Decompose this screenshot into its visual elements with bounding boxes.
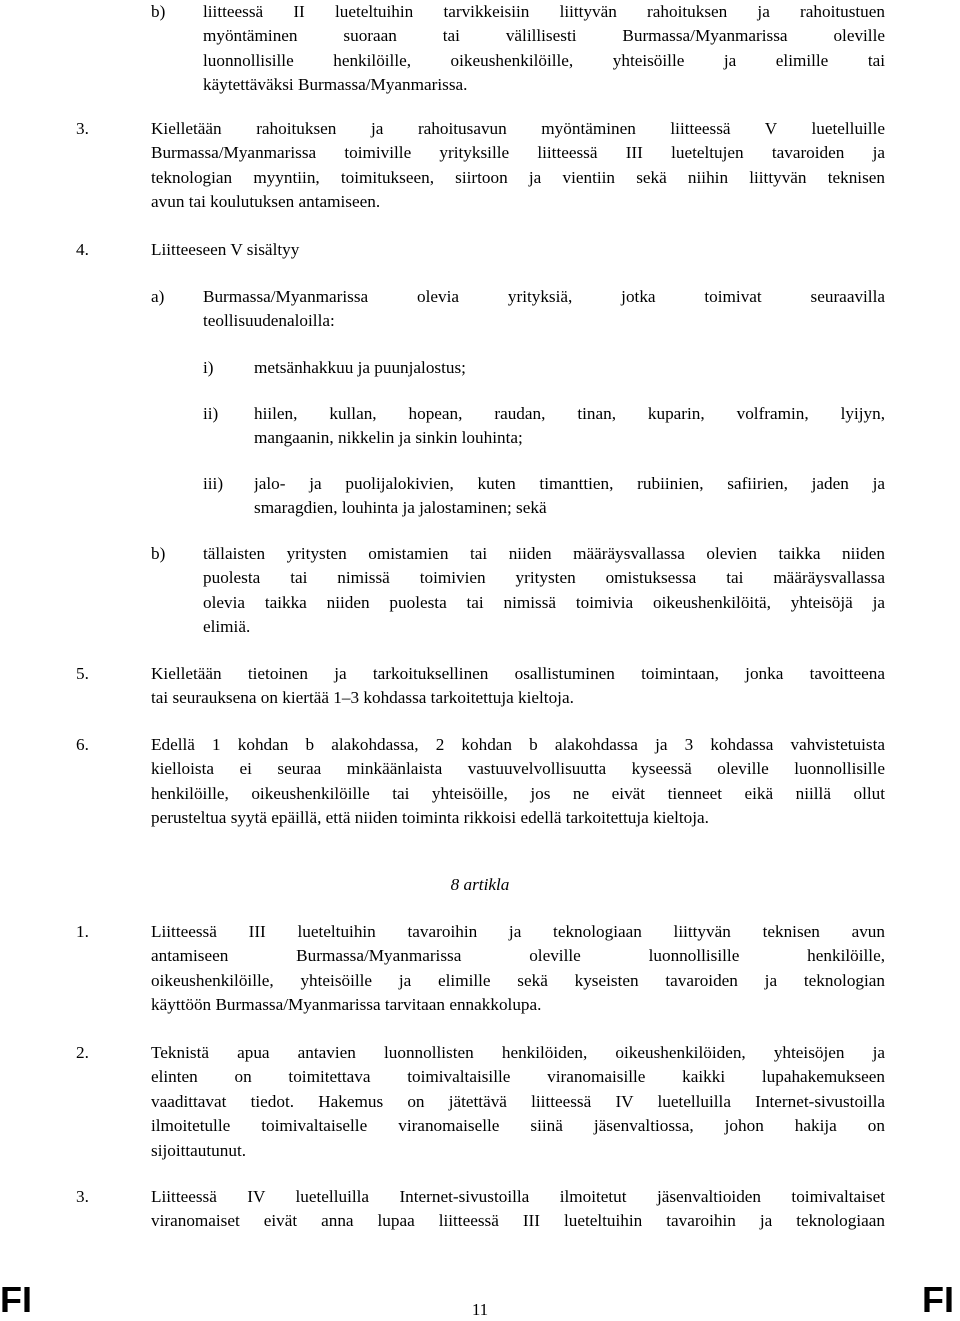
text-line: elinten on toimitettava toimivaltaisille viranomaisille kaikki lupahakemukseen xyxy=(151,1067,885,1087)
paragraph-text xyxy=(151,117,885,215)
text-line: olevia taikka niiden puolesta tai nimissä toimivia oikeushenkilöitä, yhteisöjä ja xyxy=(203,592,885,612)
text-line: Teknistä apua antavien luonnollisten henkilöiden, oikeushenkilöiden, yhteisöjen ja xyxy=(151,1043,885,1062)
paragraph-number: 3. xyxy=(76,119,89,138)
text-line: elimiä. xyxy=(203,617,251,637)
subitem-text xyxy=(254,402,885,451)
paragraph-text xyxy=(151,920,885,1018)
paragraph-number: 2. xyxy=(76,1043,89,1062)
text-line: käytettäväksi Burmassa/Myanmarissa. xyxy=(203,75,468,95)
footer-language-right: FI xyxy=(922,1279,954,1320)
item-text xyxy=(203,285,885,334)
text-line: myöntäminen suoraan tai välillisesti Burmassa/Myanmarissa oleville xyxy=(203,26,885,46)
text-line: Burmassa/Myanmarissa toimiville yrityksille liitteessä III lueteltujen tavaroiden ja xyxy=(151,143,885,163)
text-line: smaragdien, louhinta ja jalostaminen; sekä xyxy=(254,498,547,518)
text-line: henkilöille, oikeushenkilöille tai yhteisöille, jos ne eivät tienneet eikä niillä ollut xyxy=(151,783,885,803)
text-line: mangaanin, nikkelin ja sinkin louhinta; xyxy=(254,428,523,448)
text-line: Liitteessä IV luetelluilla Internet-sivustoilla ilmoitetut jäsenvaltioiden toimivaltaiset xyxy=(151,1187,885,1206)
text-line: Burmassa/Myanmarissa olevia yrityksiä, jotka toimivat seuraavilla xyxy=(203,287,885,306)
subitem-text xyxy=(254,356,885,380)
text-line: viranomaiset eivät anna lupaa liitteessä III lueteltuihin tavaroihin ja teknologiaan xyxy=(151,1211,885,1231)
item-text xyxy=(203,0,885,98)
item-label: a) xyxy=(151,287,165,306)
subitem-label: ii) xyxy=(203,404,219,423)
paragraph-text xyxy=(151,662,885,711)
text-line: kielloista ei seuraa minkäänlaista vastuuvelvollisuutta kyseessä oleville luonnollisille xyxy=(151,759,885,779)
text-line: luonnollisille henkilöille, oikeushenkilöille, yhteisöille ja elimille tai xyxy=(203,50,885,70)
text-line: Liitteessä III lueteltuihin tavaroihin ja teknologiaan liittyvän teknisen avun xyxy=(151,922,885,941)
paragraph-number: 4. xyxy=(76,240,89,259)
text-line: hiilen, kullan, hopean, raudan, tinan, kuparin, volframin, lyijyn, xyxy=(254,404,885,423)
paragraph-intro: Liitteeseen V sisältyy xyxy=(151,240,300,259)
text-line: liitteessä II lueteltuihin tarvikkeisiin liittyvän rahoituksen ja rahoitustuen xyxy=(203,2,885,21)
text-line: sijoittautunut. xyxy=(151,1140,247,1160)
article-heading: 8 artikla xyxy=(450,875,510,894)
paragraph-number: 5. xyxy=(76,664,89,683)
subitem-label: i) xyxy=(203,358,214,377)
subitem-label: iii) xyxy=(203,474,224,493)
text-line: Edellä 1 kohdan b alakohdassa, 2 kohdan b alakohdassa ja 3 kohdassa vahvistetuista xyxy=(151,735,885,754)
text-line: vaadittavat tiedot. Hakemus on jätettävä liitteessä IV luetelluilla Internet-sivustoilla xyxy=(151,1091,885,1111)
text-line: Kielletään tietoinen ja tarkoituksellinen osallistuminen toimintaan, jonka tavoitteena xyxy=(151,664,885,683)
subitem-text xyxy=(254,472,885,521)
paragraph-text xyxy=(151,1185,885,1234)
text-line: metsänhakkuu ja puunjalostus; xyxy=(254,358,466,377)
text-line: käyttöön Burmassa/Myanmarissa tarvitaan ennakkolupa. xyxy=(151,995,542,1015)
paragraph-number: 1. xyxy=(76,922,89,941)
text-line: oikeushenkilöille, yhteisöille ja elimille sekä kyseisten tavaroiden ja teknologian xyxy=(151,970,885,990)
text-line: avun tai koulutuksen antamiseen. xyxy=(151,192,381,212)
item-label: b) xyxy=(151,2,166,21)
text-line: tällaisten yritysten omistamien tai niiden määräysvallassa olevien taikka niiden xyxy=(203,544,885,563)
paragraph-number: 3. xyxy=(76,1187,89,1206)
text-line: puolesta tai nimissä toimivien yritysten omistuksessa tai määräysvallassa xyxy=(203,568,885,588)
paragraph-number: 6. xyxy=(76,735,89,754)
text-line: tai seurauksena on kiertää 1–3 kohdassa tarkoitettuja kieltoja. xyxy=(151,688,574,708)
footer-language-left: FI xyxy=(0,1279,32,1320)
text-line: ilmoitetulle toimivaltaiselle viranomaiselle siinä jäsenvaltiossa, johon hakija on xyxy=(151,1116,885,1136)
text-line: Kielletään rahoituksen ja rahoitusavun myöntäminen liitteessä V luetelluille xyxy=(151,119,885,138)
text-line: jalo- ja puolijalokivien, kuten timanttien, rubiinien, safiirien, jaden ja xyxy=(254,474,885,493)
text-line: teollisuudenaloilla: xyxy=(203,311,335,331)
paragraph-text xyxy=(151,1041,885,1163)
item-label: b) xyxy=(151,544,166,563)
text-line: antamiseen Burmassa/Myanmarissa oleville luonnollisille henkilöille, xyxy=(151,946,885,966)
paragraph-text xyxy=(151,733,885,831)
page-number: 11 xyxy=(471,1300,489,1319)
text-line: perusteltua syytä epäillä, että niiden toiminta rikkoisi edellä tarkoitettuja kieltoja. xyxy=(151,808,709,828)
text-line: teknologian myyntiin, toimitukseen, siirtoon ja vientiin sekä niihin liittyvän teknisen xyxy=(151,167,885,187)
item-text xyxy=(203,542,885,640)
